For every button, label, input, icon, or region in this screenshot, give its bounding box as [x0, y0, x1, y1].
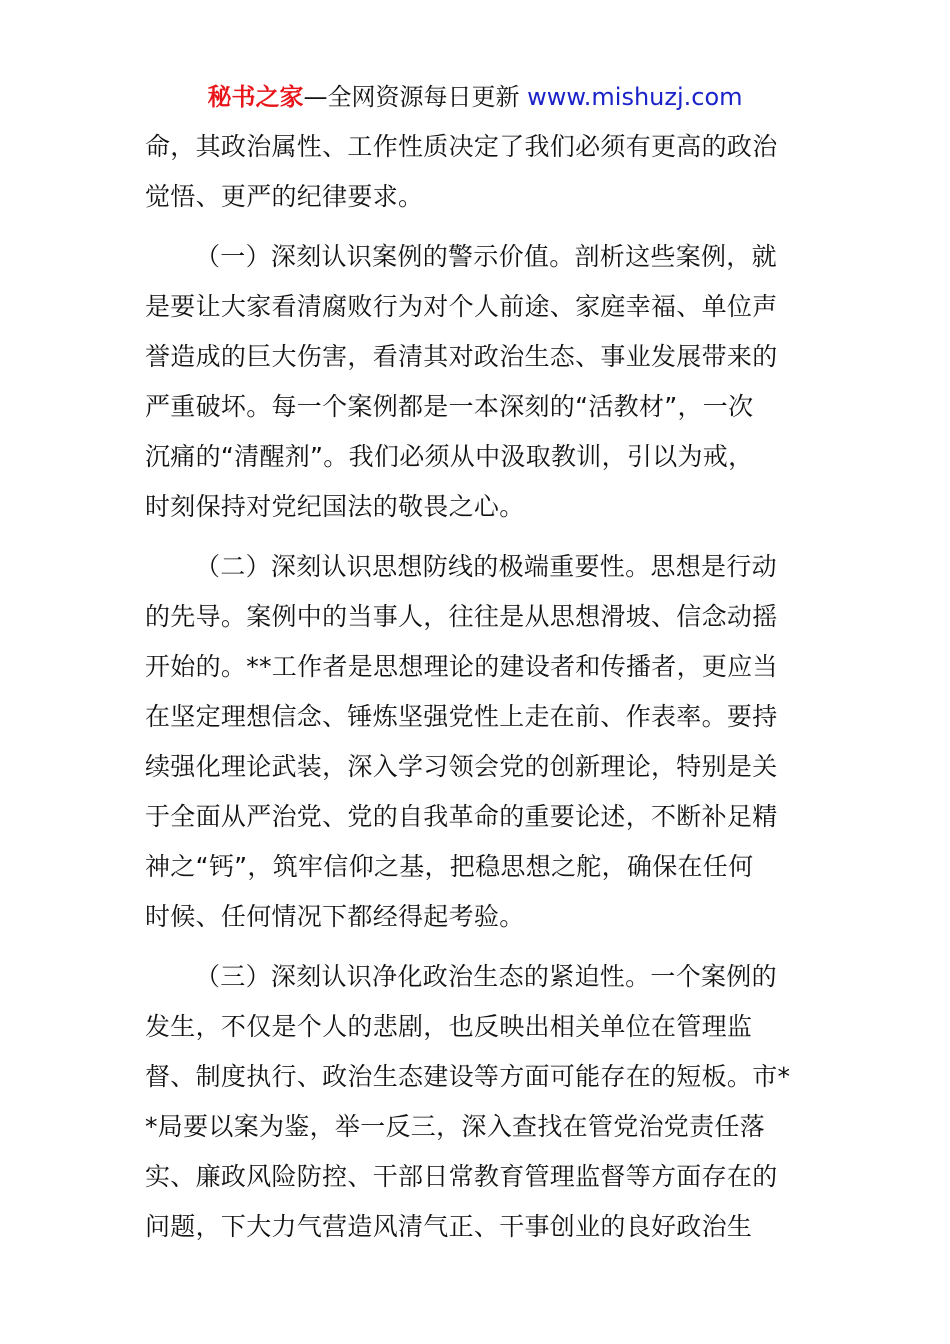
text-line: 觉悟、更严的纪律要求。 — [145, 182, 424, 211]
paragraph-heading-3: （三）深刻认识净化政治生态的紧迫性。一个案例的 — [195, 962, 777, 991]
text-line: 问题，下大力气营造风清气正、干事创业的良好政治生 — [145, 1212, 753, 1241]
text-line: 开始的。**工作者是思想理论的建设者和传播者，更应当 — [145, 652, 778, 681]
brand-tagline: —全网资源每日更新 — [303, 83, 528, 111]
text-line: 神之“钙”，筑牢信仰之基，把稳思想之舵，确保在任何 — [145, 852, 754, 881]
text-line: 是要让大家看清腐败行为对个人前途、家庭幸福、单位声 — [145, 292, 778, 321]
text-line: 时刻保持对党纪国法的敬畏之心。 — [145, 492, 525, 521]
text-line: 续强化理论武装，深入学习领会党的创新理论，特别是关 — [145, 752, 778, 781]
document-body — [145, 122, 825, 1252]
text-line: 誉造成的巨大伤害，看清其对政治生态、事业发展带来的 — [145, 342, 778, 371]
watermark-header — [0, 80, 950, 114]
text-line: 在坚定理想信念、锤炼坚强党性上走在前、作表率。要持 — [145, 702, 778, 731]
text-line: 于全面从严治党、党的自我革命的重要论述，不断补足精 — [145, 802, 778, 831]
paragraph-heading-1: （一）深刻认识案例的警示价值。剖析这些案例，就 — [195, 242, 777, 271]
text-line: 沉痛的“清醒剂”。我们必须从中汲取教训，引以为戒， — [145, 442, 754, 471]
paragraph-heading-2: （二）深刻认识思想防线的极端重要性。思想是行动 — [195, 552, 777, 581]
brand-name: 秘书之家 — [207, 83, 304, 111]
text-line: 命，其政治属性、工作性质决定了我们必须有更高的政治 — [145, 132, 778, 161]
text-line: 的先导。案例中的当事人，往往是从思想滑坡、信念动摇 — [145, 602, 778, 631]
text-line: 严重破坏。每一个案例都是一本深刻的“活教材”，一次 — [145, 392, 754, 421]
text-line: 发生，不仅是个人的悲剧，也反映出相关单位在管理监 — [145, 1012, 753, 1041]
site-url[interactable]: www.mishuzj.com — [527, 83, 743, 111]
text-line: 时候、任何情况下都经得起考验。 — [145, 902, 525, 931]
text-line: 督、制度执行、政治生态建设等方面可能存在的短板。市* — [145, 1062, 791, 1091]
text-line: *局要以案为鉴，举一反三，深入查找在管党治党责任落 — [145, 1112, 766, 1141]
text-line: 实、廉政风险防控、干部日常教育管理监督等方面存在的 — [145, 1162, 778, 1191]
